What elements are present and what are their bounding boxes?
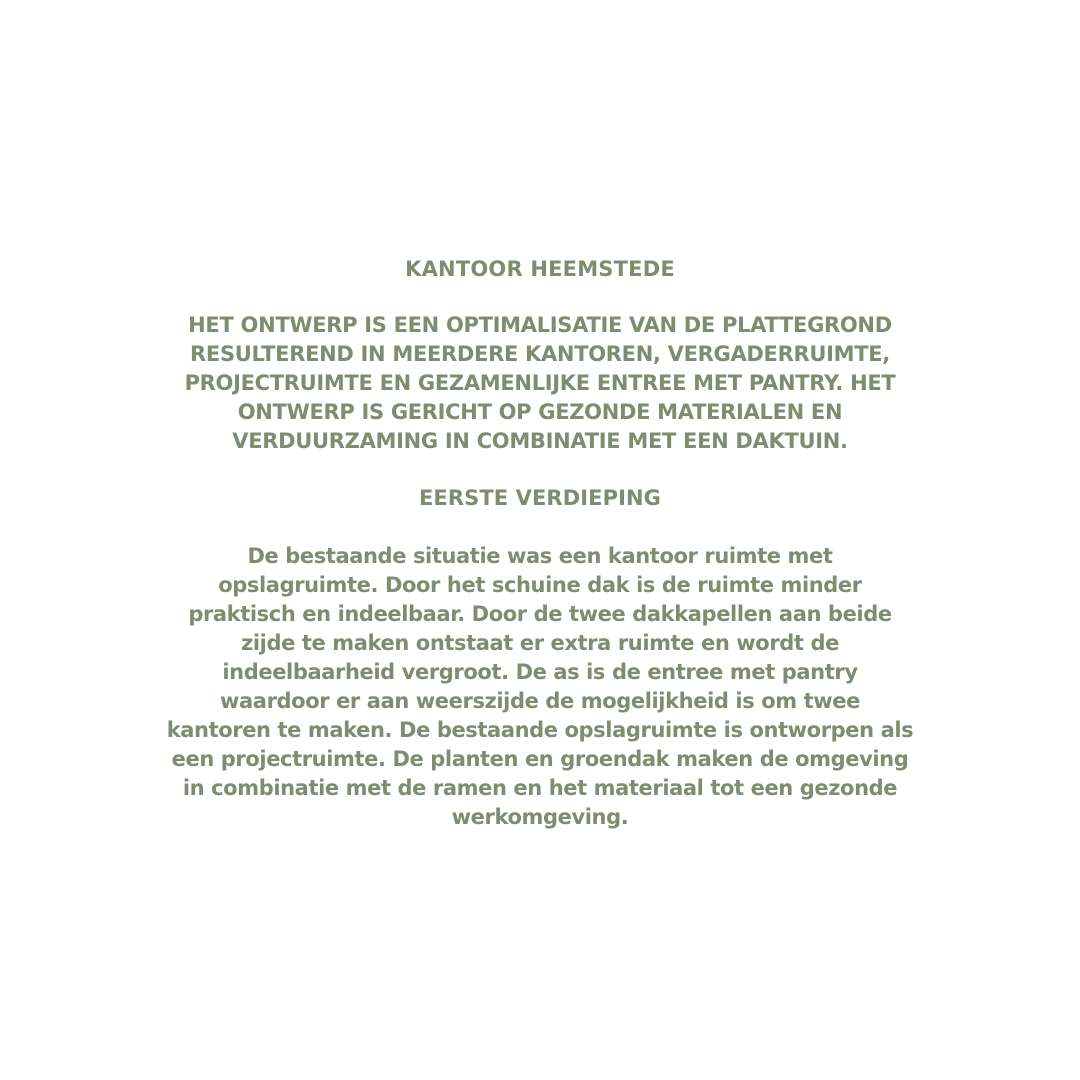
body-line: indeelbaarheid vergroot. De as is de entree met pantry <box>222 660 858 684</box>
intro-line: ONTWERP IS GERICHT OP GEZONDE MATERIALEN EN <box>237 400 843 424</box>
document-title <box>130 255 950 284</box>
intro-line: RESULTEREND IN MEERDERE KANTOREN, VERGADERRUIMTE, <box>190 342 890 366</box>
body-line: De bestaande situatie was een kantoor ruimte met <box>247 544 833 568</box>
body-line: zijde te maken ontstaat er extra ruimte en wordt de <box>241 631 839 655</box>
subtitle-text: EERSTE VERDIEPING <box>418 486 662 510</box>
body-line: opslagruimte. Door het schuine dak is de ruimte minder <box>218 573 862 597</box>
body-paragraph <box>130 542 950 832</box>
intro-line: VERDUURZAMING IN COMBINATIE MET EEN DAKTUIN. <box>232 429 848 453</box>
body-line: een projectruimte. De planten en groendak maken de omgeving <box>171 747 909 771</box>
title-text: KANTOOR HEEMSTEDE <box>405 257 675 281</box>
section-subtitle <box>130 484 950 513</box>
intro-line: HET ONTWERP IS EEN OPTIMALISATIE VAN DE PLATTEGROND <box>188 313 892 337</box>
intro-line: PROJECTRUIMTE EN GEZAMENLIJKE ENTREE MET PANTRY. HET <box>184 371 896 395</box>
intro-paragraph <box>130 311 950 456</box>
body-line: kantoren te maken. De bestaande opslagruimte is ontworpen als <box>166 718 914 742</box>
body-line: praktisch en indeelbaar. Door de twee dakkapellen aan beide <box>188 602 892 626</box>
body-line: waardoor er aan weerszijde de mogelijkheid is om twee <box>220 689 860 713</box>
body-line: werkomgeving. <box>451 805 629 829</box>
body-line: in combinatie met de ramen en het materiaal tot een gezonde <box>182 776 898 800</box>
